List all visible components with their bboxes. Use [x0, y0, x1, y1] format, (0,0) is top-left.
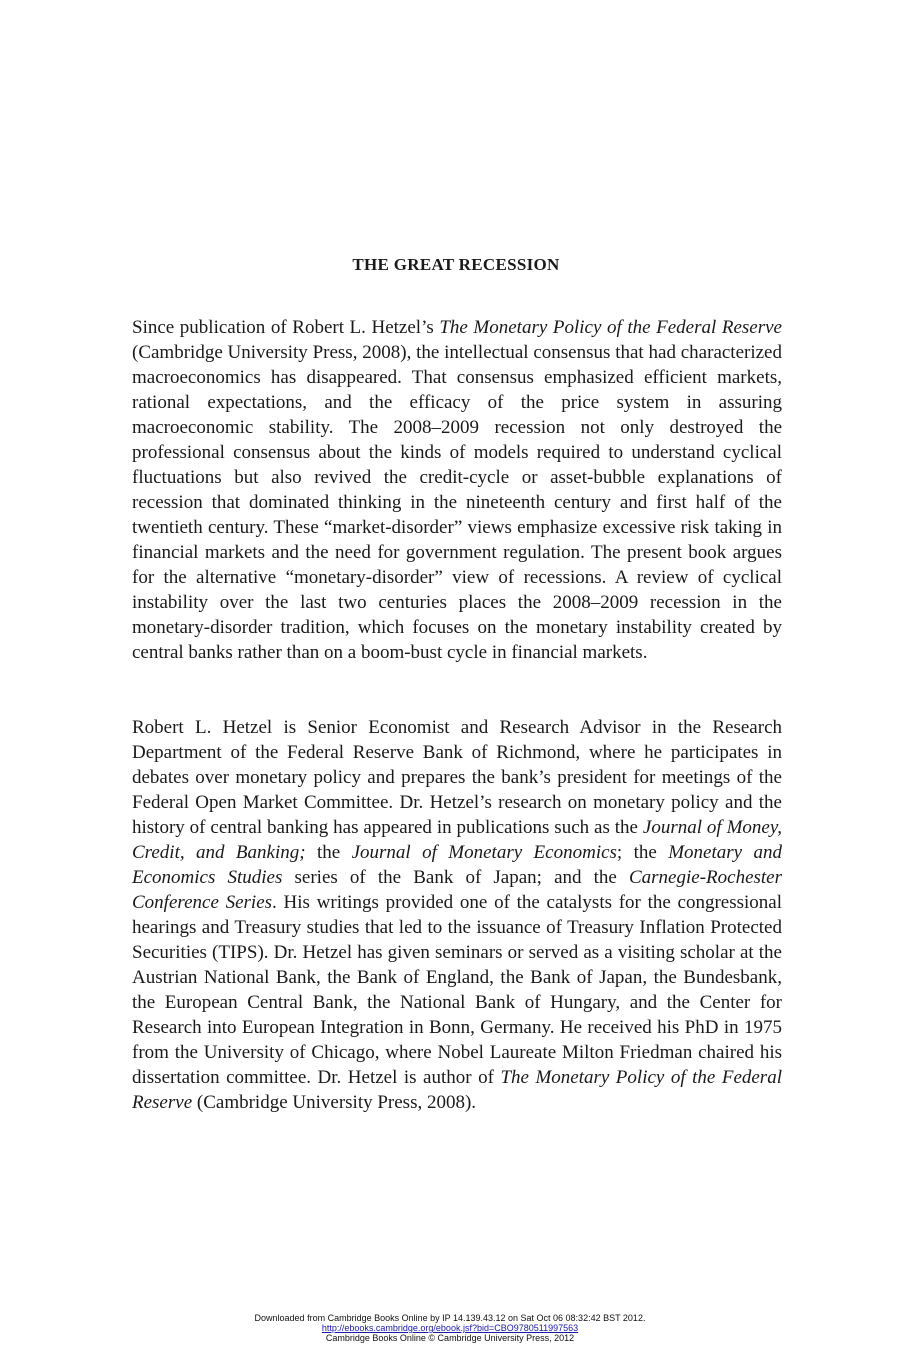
- text-run: (Cambridge University Press, 2008), the intellectual consensus that had characterized macroeconomics has disappeared. That consensus emphasized efficient markets, rational expectations, and the efficacy of the price system in assuring macroeconomic stability. The 2008–2009 recession not only destroyed the professional consensus about the kinds of models required to understand cyclical fluctuations but also revived the credit-cycle or asset-bubble explanations of recession that dominated thinking in the nineteenth century and first half of the twentieth century. These “market-disorder” views emphasize excessive risk taking in financial markets and the need for government regulation. The present book argues for the alternative “monetary-disorder” view of recessions. A review of cyclical instability over the last two centuries places the 2008–2009 recession in the monetary-disorder tradition, which focuses on the monetary instability created by central banks rather than on a boom-bust cycle in financial markets.: [132, 342, 782, 663]
- text-run: the: [305, 842, 352, 863]
- book-title-italic: The Monetary Policy of the Federal Reserve: [132, 1067, 782, 1113]
- book-title-italic: The Monetary Policy of the Federal Reserve: [439, 317, 782, 338]
- text-run: series of the Bank of Japan; and the: [282, 867, 629, 888]
- journal-title-italic: Journal of Money, Credit, and Banking;: [132, 817, 783, 863]
- book-description-paragraph: [132, 315, 782, 665]
- text-run: ; the: [616, 842, 669, 863]
- text-run: . His writings provided one of the catalysts for the congressional hearings and Treasury studies that led to the issuance of Treasury Inflation Protected Securities (TIPS). Dr. Hetzel has given seminars or served as a visiting scholar at the Austrian National Bank, the Bank of England, the Bank of Japan, the Bundesbank, the European Central Bank, the National Bank of Hungary, and the Center for Research into European Integration in Bonn, Germany. He received his PhD in 1975 from the University of Chicago, where Nobel Laureate Milton Friedman chaired his dissertation committee. Dr. Hetzel is author of: [132, 892, 783, 1088]
- text-run: Since publication of Robert L. Hetzel’s: [132, 317, 440, 338]
- journal-title-italic: Monetary and Economics Studies: [132, 842, 783, 888]
- ebook-link[interactable]: http://ebooks.cambridge.org/ebook.jsf?bid=CBO9780511997563: [321, 1323, 579, 1333]
- page-title: THE GREAT RECESSION: [352, 255, 560, 274]
- journal-title-italic: Journal of Monetary Economics: [351, 842, 617, 863]
- text-run: Robert L. Hetzel is Senior Economist and Research Advisor in the Research Department of the Federal Reserve Bank of Richmond, where he participates in debates over monetary policy and prepares the bank’s president for meetings of the Federal Open Market Committee. Dr. Hetzel’s research on monetary policy and the history of central banking has appeared in publications such as the: [132, 717, 782, 838]
- journal-title-italic: Carnegie-Rochester Conference Series: [132, 867, 782, 913]
- download-footer: [0, 1313, 900, 1343]
- download-info-line: Downloaded from Cambridge Books Online by IP 14.139.43.12 on Sat Oct 06 08:32:42 BST 2012.: [254, 1313, 646, 1323]
- text-run: (Cambridge University Press, 2008).: [192, 1092, 477, 1113]
- copyright-line: Cambridge Books Online © Cambridge University Press, 2012: [325, 1333, 575, 1343]
- author-bio-paragraph: [132, 715, 782, 1115]
